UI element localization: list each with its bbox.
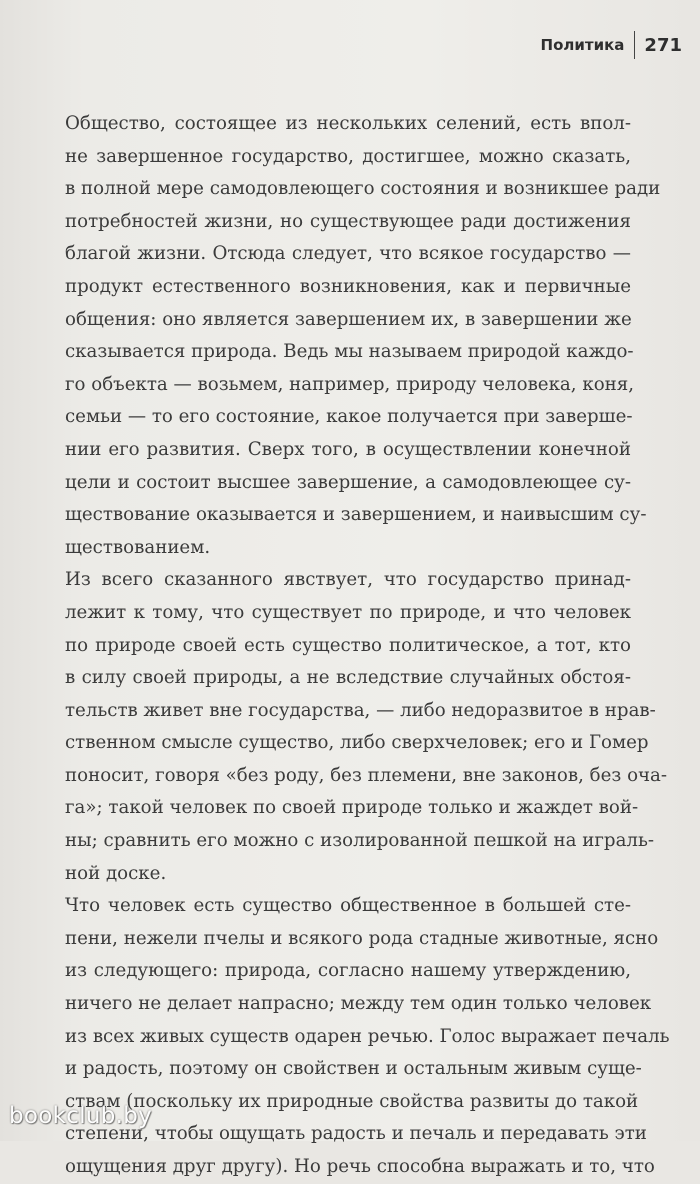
text-line: в полной мере самодовлеющего состояния и возникшее ради bbox=[65, 178, 661, 200]
text-line: степени, чтобы ощущать радость и печаль и передавать эти bbox=[65, 1123, 647, 1145]
text-line: тельств живет вне государства, — либо недоразвитое в нрав- bbox=[65, 699, 656, 721]
text-line: ны; сравнить его можно с изолированной пешкой на играль- bbox=[65, 830, 655, 852]
text-line: благой жизни. Отсюда следует, что всякое государство — bbox=[65, 243, 631, 265]
body-text bbox=[65, 108, 670, 1184]
section-title: Политика bbox=[540, 36, 625, 54]
text-line: цели и состоит высшее завершение, а самодовлеющее су- bbox=[65, 471, 631, 493]
text-line: ществованием. bbox=[65, 536, 211, 558]
text-line: из следующего: природа, согласно нашему утверждению, bbox=[65, 960, 631, 982]
text-line: потребностей жизни, но существующее ради достижения bbox=[65, 210, 631, 232]
text-line: нии его развития. Сверх того, в осуществлении конечной bbox=[65, 438, 631, 460]
text-line: не завершенное государство, достигшее, можно сказать, bbox=[65, 145, 631, 167]
running-head bbox=[541, 28, 682, 62]
text-line: ощущения друг другу). Но речь способна выражать и то, что bbox=[65, 1156, 655, 1177]
text-line: ничего не делает напрасно; между тем один только человек bbox=[65, 993, 652, 1015]
text-line: пени, нежели пчелы и всякого рода стадные животные, ясно bbox=[65, 927, 659, 949]
text-line: ствам (поскольку их природные свойства развиты до такой bbox=[65, 1090, 639, 1112]
text-line: Что человек есть существо общественное в большей сте- bbox=[65, 895, 631, 917]
text-line: га»; такой человек по своей природе только и жаждет вой- bbox=[65, 797, 639, 819]
page-number: 271 bbox=[644, 34, 682, 56]
text-line: общения: оно является завершением их, в завершении же bbox=[65, 308, 632, 330]
text-line: поносит, говоря «без роду, без племени, вне законов, без оча- bbox=[65, 764, 668, 786]
text-line: го объекта — возьмем, например, природу человека, коня, bbox=[65, 373, 635, 395]
text-line: лежит к тому, что существует по природе, и что человек bbox=[65, 601, 631, 623]
text-line: ществование оказывается и завершением, и наивысшим су- bbox=[65, 504, 647, 526]
text-line: в силу своей природы, а не вследствие случайных обстоя- bbox=[65, 667, 631, 689]
text-line: Из всего сказанного явствует, что государство принад- bbox=[65, 569, 631, 591]
text-line: сказывается природа. Ведь мы называем природой каждо- bbox=[65, 341, 634, 363]
text-line: ственном смысле существо, либо сверхчеловек; его и Гомер bbox=[65, 732, 649, 754]
text-line: семьи — то его состояние, какое получается при заверше- bbox=[65, 406, 633, 428]
text-line: по природе своей есть существо политическое, а тот, кто bbox=[65, 634, 631, 656]
text-line: из всех живых существ одарен речью. Голос выражает печаль bbox=[65, 1025, 670, 1047]
text-line: Общество, состоящее из нескольких селений, есть впол- bbox=[65, 113, 631, 134]
text-line: ной доске. bbox=[65, 862, 167, 884]
site-watermark: bookclub.by bbox=[9, 1103, 153, 1129]
text-line: и радость, поэтому он свойствен и остальным живым суще- bbox=[65, 1058, 642, 1080]
text-line: продукт естественного возникновения, как и первичные bbox=[65, 275, 631, 297]
